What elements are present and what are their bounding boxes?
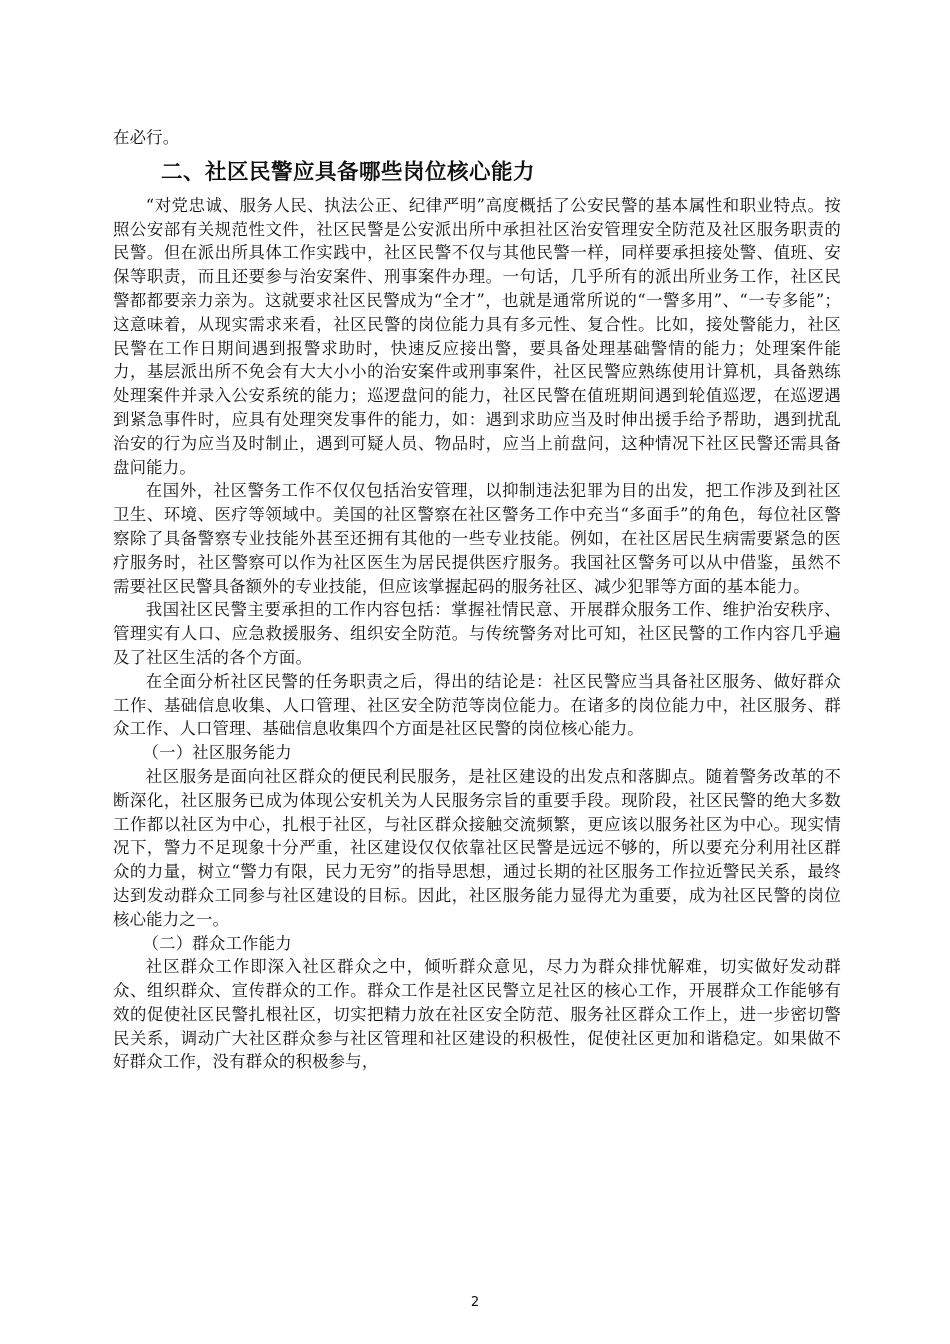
body-paragraph: “对党忠诚、服务人民、执法公正、纪律严明”高度概括了公安民警的基本属性和职业特点。按照公安部有关规范性文件，社区民警是公安派出所中承担社区治安管理安全防范及社区服务职责的民警。但在派出所具体工作实践中，社区民警不仅与其他民警一样，同样要承担接处警、值班、安保等职责，而且还要参与治安案件、刑事案件办理。一句话，几乎所有的派出所业务工作，社区民警都都要亲力亲为。这就要求社区民警成为“全才”，也就是通常所说的“一警多用”、“一专多能”；这意味着，从现实需求来看，社区民警的岗位能力具有多元性、复合性。比如，接处警能力，社区民警在工作日期间遇到报警求助时，快速反应接出警，要具备处理基础警情的能力；处理案件能力，基层派出所不免会有大大小小的治安案件或刑事案件，社区民警应熟练使用计算机，具备熟练处理案件并录入公安系统的能力；巡逻盘问的能力，社区民警在值班期间遇到轮值巡逻，在巡逻遇到紧急事件时，应具有处理突发事件的能力，如：遇到求助应当及时伸出援手给予帮助，遇到扰乱治安的行为应当及时制止，遇到可疑人员、物品时，应当上前盘问，这种情况下社区民警还需具备盘问能力。 [113,195,841,477]
subsection-heading: （二）群众工作能力 [142,933,292,953]
body-paragraph: 在全面分析社区民警的任务职责之后，得出的结论是：社区民警应当具备社区服务、做好群众工作、基础信息收集、人口管理、社区安全防范等岗位能力。在诸多的岗位能力中，社区服务、群众工作、人口管理、基础信息收集四个方面是社区民警的岗位核心能力。 [113,671,841,739]
subsection-heading: （一）社区服务能力 [142,743,292,763]
lead-fragment: 在必行。 [113,128,180,147]
page-number: 2 [470,1295,480,1310]
body-paragraph: 社区群众工作即深入社区群众之中，倾听群众意见，尽力为群众排忧解难，切实做好发动群众、组织群众、宣传群众的工作。群众工作是社区民警立足社区的核心工作，开展群众工作能够有效的促使社区民警扎根社区，切实把精力放在社区安全防范、服务社区群众工作上，进一步密切警民关系，调动广大社区群众参与社区管理和社区建设的积极性，促使社区更加和谐稳定。如果做不好群众工作，没有群众的积极参与， [113,957,841,1072]
body-paragraph: 社区服务是面向社区群众的便民利民服务，是社区建设的出发点和落脚点。随着警务改革的不断深化，社区服务已成为体现公安机关为人民服务宗旨的重要手段。现阶段，社区民警的绝大多数工作都以社区为中心，扎根于社区，与社区群众接触交流频繁，更应该以服务社区为中心。现实情况下，警力不足现象十分严重，社区建设仅仅依靠社区民警是远远不够的，所以要充分利用社区群众的力量，树立“警力有限，民力无穷”的指导思想，通过长期的社区服务工作拉近警民关系，最终达到发动群众工同参与社区建设的目标。因此，社区服务能力显得尤为重要，成为社区民警的岗位核心能力之一。 [113,766,841,929]
section-heading: 二、社区民警应具备哪些岗位核心能力 [161,159,536,185]
body-paragraph: 在国外，社区警务工作不仅仅包括治安管理，以抑制违法犯罪为目的出发，把工作涉及到社区卫生、环境、医疗等领域中。美国的社区警察在社区警务工作中充当“多面手”的角色，每位社区警察除了具备警察专业技能外甚至还拥有其他的一些专业技能。例如，在社区居民生病需要紧急的医疗服务时，社区警察可以作为社区医生为居民提供医疗服务。我国社区警务可以从中借鉴，虽然不需要社区民警具备额外的专业技能，但应该掌握起码的服务社区、减少犯罪等方面的基本能力。 [113,481,841,596]
body-paragraph: 我国社区民警主要承担的工作内容包括：掌握社情民意、开展群众服务工作、维护治安秩序、管理实有人口、应急救援服务、组织安全防范。与传统警务对比可知，社区民警的工作内容几乎遍及了社区生活的各个方面。 [113,600,841,667]
page-body [113,126,841,1074]
